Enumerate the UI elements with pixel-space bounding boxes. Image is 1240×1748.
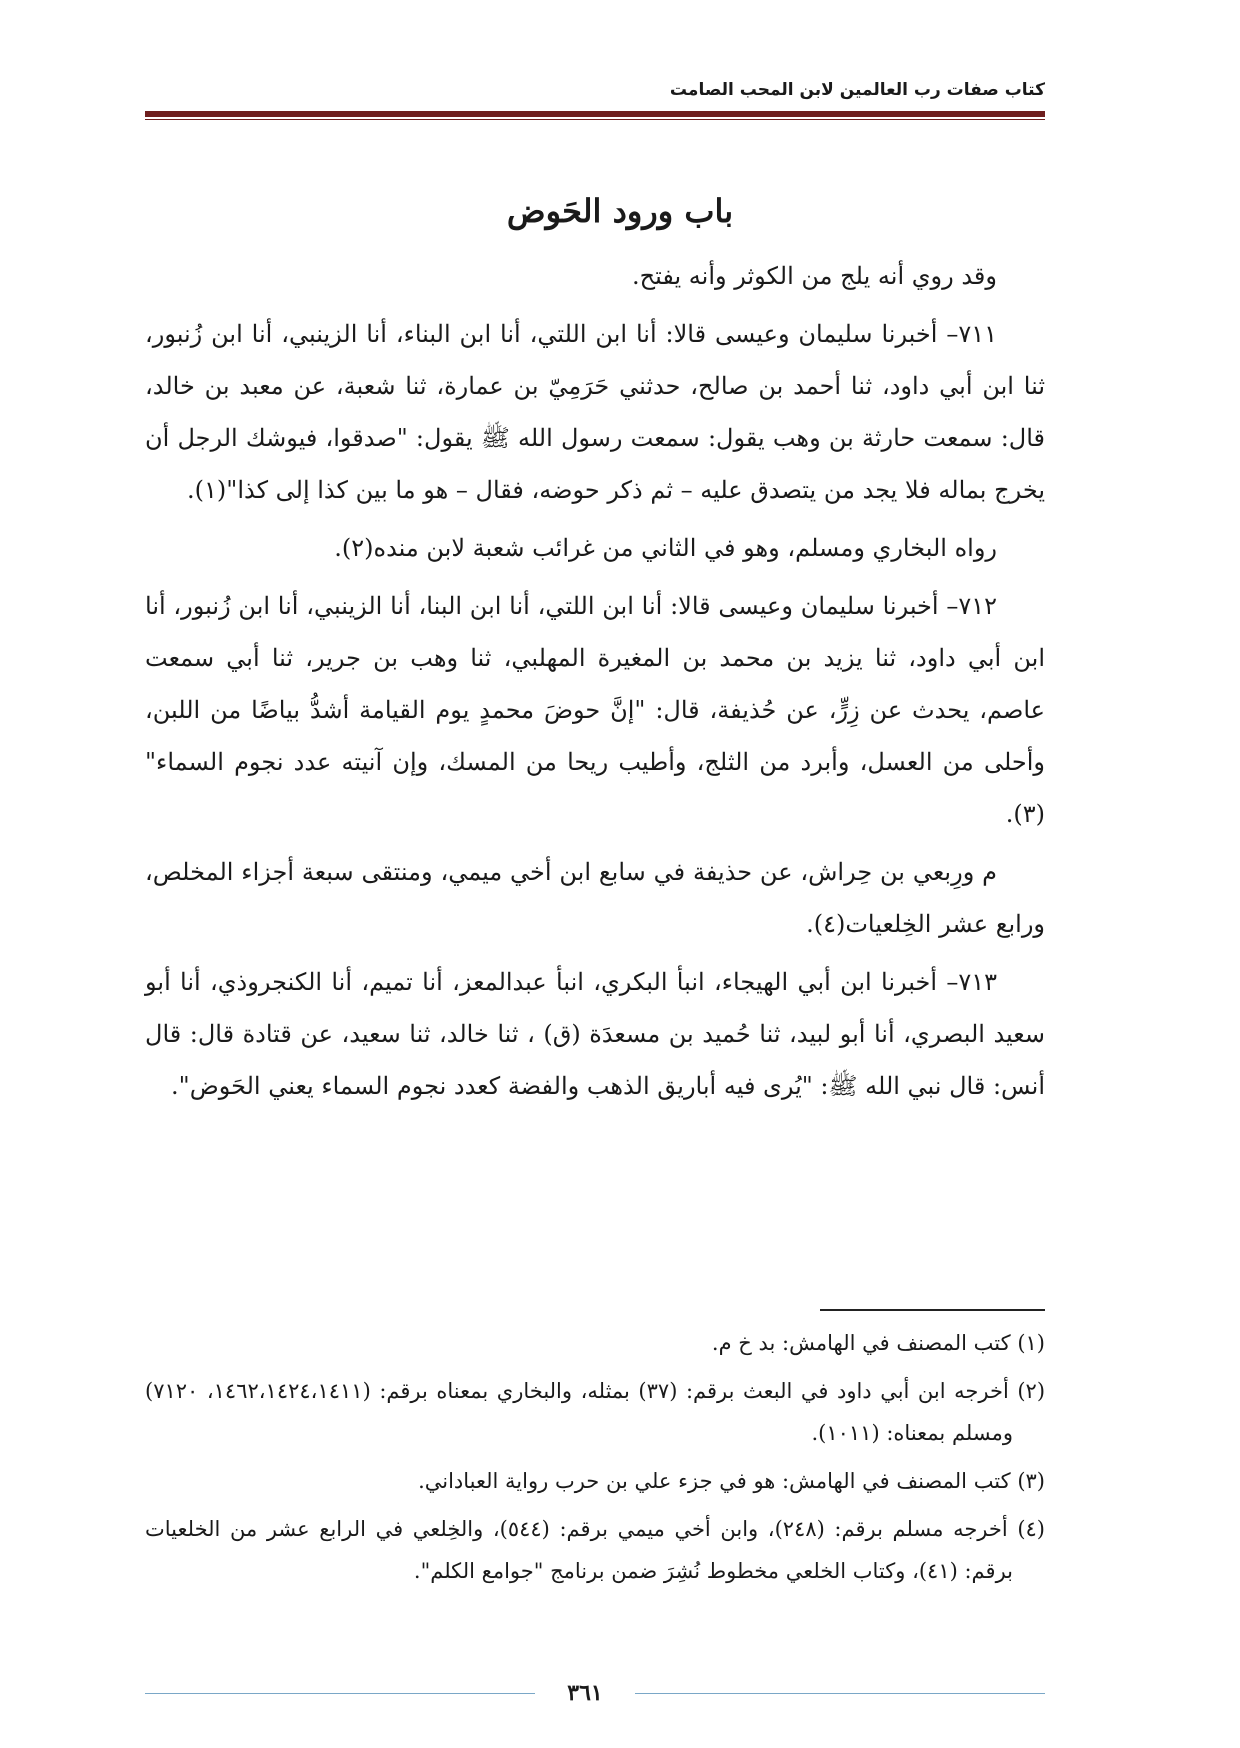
chapter-title: باب ورود الحَوض [506, 192, 734, 230]
commentary-711: رواه البخاري ومسلم، وهو في الثاني من غرائب شعبة لابن منده(٢). [334, 534, 997, 562]
footnote-3: (٣) كتب المصنف في الهامش: هو في جزء علي بن حرب رواية العباداني. [418, 1469, 1045, 1493]
footnote-1: (١) كتب المصنف في الهامش: بد خ م. [711, 1331, 1045, 1355]
header-rule-thin [145, 119, 1045, 120]
commentary-712: م ورِبعي بن حِراش، عن حذيفة في سابع ابن أخي ميمي، ومنتقى سبعة أجزاء المخلص، ورابع عشر الخِلعيات(٤). [145, 858, 1045, 938]
hadith-713: ٧١٣– أخبرنا ابن أبي الهيجاء، انبأ البكري، انبأ عبدالمعز، أنا تميم، أنا الكنجروذي، أنا أبو سعيد البصري، أنا أبو لبيد، ثنا حُميد بن مسعدَة (ق) ، ثنا خالد، ثنا سعيد، عن قتادة قال: قال أنس: قال نبي الله ﷺ: "يُرى فيه أباريق الذهب والفضة كعدد نجوم السماء يعني الحَوض". [145, 968, 1045, 1100]
main-text [145, 250, 1045, 1112]
hadith-712: ٧١٢– أخبرنا سليمان وعيسى قالا: أنا ابن اللتي، أنا ابن البنا، أنا الزينبي، أنا ابن زُنبور، أنا ابن أبي داود، ثنا يزيد بن محمد بن المغيرة المهلبي، ثنا وهب بن جرير، ثنا أبي سمعت عاصم، يحدث عن زِرٍّ، عن حُذيفة، قال: "إنَّ حوضَ محمدٍ يوم القيامة أشدُّ بياضًا من اللبن، وأحلى من العسل، وأبرد من الثلج، وأطيب ريحا من المسك، وإن آنيته عدد نجوم السماء"(٣). [145, 592, 1045, 828]
page-number: ٣٦١ [567, 1680, 603, 1706]
footer-rule-right [635, 1693, 1045, 1694]
intro-paragraph: وقد روي أنه يلج من الكوثر وأنه يفتح. [631, 262, 997, 290]
footnote-separator [820, 1309, 1045, 1311]
footnote-4: (٤) أخرجه مسلم برقم: (٢٤٨)، وابن أخي ميمي برقم: (٥٤٤)، والخِلعي في الرابع عشر من الخلعيات برقم: (٤١)، وكتاب الخلعي مخطوط نُشِرَ ضمن برنامج "جوامع الكلم". [145, 1517, 1045, 1583]
hadith-711: ٧١١– أخبرنا سليمان وعيسى قالا: أنا ابن اللتي، أنا ابن البناء، أنا الزينبي، أنا ابن زُنبور، ثنا ابن أبي داود، ثنا أحمد بن صالح، حدثني حَرَمِيّ بن عمارة، ثنا شعبة، عن معبد بن خالد، قال: سمعت حارثة بن وهب يقول: سمعت رسول الله ﷺ يقول: "صدقوا، فيوشك الرجل أن يخرج بماله فلا يجد من يتصدق عليه – ثم ذكر حوضه، فقال – هو ما بين كذا إلى كذا"(١). [145, 320, 1045, 504]
footer-rule-left [145, 1693, 535, 1694]
footnotes [145, 1322, 1045, 1598]
running-header-title: كتاب صفات رب العالمين لابن المحب الصامت [669, 80, 1045, 100]
header-rule-thick [145, 111, 1045, 117]
footnote-2: (٢) أخرجه ابن أبي داود في البعث برقم: (٣٧) بمثله، والبخاري بمعناه برقم: (١٤٦٢،١٤٢٤،١٤١١، ٧١٢٠) ومسلم بمعناه: (١٠١١). [145, 1379, 1046, 1445]
